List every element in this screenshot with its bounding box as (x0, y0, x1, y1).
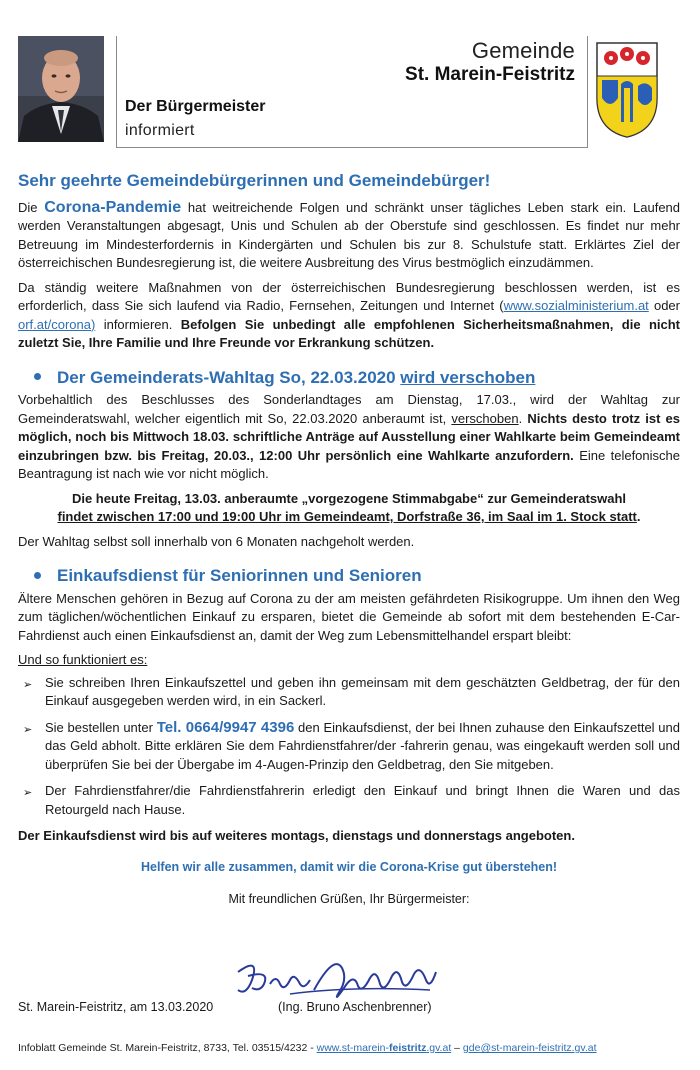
signer-name: (Ing. Bruno Aschenbrenner) (278, 1000, 432, 1014)
text: Einkaufsdienst für Seniorinnen und Senioren (57, 566, 422, 585)
arrow-bullet-icon: ➢ (23, 678, 33, 691)
text: . (636, 509, 641, 524)
text: verschoben (451, 410, 519, 426)
text: – (451, 1042, 463, 1054)
absentee-ballot-info: Nichts desto trotz ist es möglich, noch bis Mittwoch 18.03. schriftliche Anträge auf Ausstellung einer Wahlkarte beim Gemeindeamt einzubringen bzw. bis Freitag, 20.03., 12:00 Uhr persönlich eine Wahlkarte anzufordern. (18, 410, 680, 463)
early-voting-notice (18, 490, 680, 527)
bullet-icon (34, 373, 41, 380)
text: oder (648, 298, 680, 313)
coat-of-arms-icon (594, 40, 660, 140)
text: Infoblatt Gemeinde St. Marein-Feistritz, 8733, Tel. 03515/4232 - (18, 1042, 317, 1054)
election-paragraph-2: Der Wahltag selbst soll innerhalb von 6 Monaten nachgeholt werden. (18, 533, 415, 549)
shopping-heading (18, 567, 680, 586)
salutation: Sehr geehrte Gemeindebürgerinnen und Gemeindebürger! (18, 171, 491, 190)
text: informieren. (95, 316, 181, 332)
link-orf-corona[interactable]: orf.at/corona) (18, 316, 96, 332)
text: Vorbehaltlich des Beschlusses des Sonderlandtages am Dienstag, 17.03., wird der Wahltag zur Gemeinderatswahl, welcher eigentlich mit So, 22.03.2020 anberaumt ist, (18, 392, 680, 426)
text: Sie schreiben Ihren Einkaufszettel und geben ihn gemeinsam mit dem geschätzten Geldbetrag, der für den Einkauf ausgegeben werden wird, in ein Sackerl. (45, 674, 680, 708)
list-item (18, 674, 680, 711)
text: feistritz (388, 1042, 427, 1054)
intro-paragraph-2 (18, 279, 680, 353)
text: hat weitreichende Folgen und schränkt unser tägliches Leben stark ein. Laufend werden Veranstaltungen abgesagt, Unis und Schulen ab der Oberstufe sind geschlossen. Es findet nur mehr Betreuung im Mindesterfordernis in Kindergärten und Schulen bis zur 8. Schulstufe statt. Erklärtes Ziel der österreichischen Bundesregierung ist, die weitere Ausbreitung des Virus bestmöglich einzudämmen. (18, 199, 681, 270)
steps-list (18, 674, 680, 820)
text: den Einkaufsdienst, der bei Ihnen zuhause den Einkaufszettel und das Geld abholt. Bitte erklären Sie dem Fahrdienstfahrer/der -fahrerin genau, was eingekauft werden soll und überprüfen Sie bei der Übergabe im 4-Augen-Prinzip den Geldbetrag, den Sie mitgeben. (45, 719, 680, 772)
intro-paragraph-1 (18, 199, 680, 273)
text: Eine telefonische Beantragung ist nach wie vor nicht möglich. (18, 447, 680, 481)
text: Sie bestellen unter (45, 719, 157, 735)
election-paragraph-1 (18, 391, 680, 484)
mayor-portrait (18, 36, 104, 142)
text: Die (18, 199, 45, 215)
text: Der Gemeinderats-Wahltag So, 22.03.2020 (57, 367, 401, 387)
text: Der Fahrdienstfahrer/die Fahrdienstfahrerin erledigt den Einkauf und bringt Ihnen die Waren und das Retourgeld nach Hause. (45, 783, 680, 817)
letterhead (0, 0, 700, 160)
safety-appeal: Befolgen Sie unbedingt alle empfohlenen Sicherheitsmaßnahmen, die nicht zuletzt Sie, Ihre Familie und Ihre Freunde vor Erkrankung schützen. (18, 316, 680, 350)
municipality-name: St. Marein-Feistritz (405, 64, 575, 85)
place-and-date: St. Marein-Feistritz, am 13.03.2020 (18, 1000, 214, 1014)
phone-number[interactable]: Tel. 0664/9947 4396 (156, 718, 295, 736)
closing-greeting: Mit freundlichen Grüßen, Ihr Bürgermeister: (228, 892, 470, 906)
municipality-label: Gemeinde (471, 38, 575, 63)
text: wird verschoben (400, 367, 536, 387)
footer (18, 1042, 597, 1054)
text: findet zwischen 17:00 und 19:00 Uhr im Gemeindeamt, Dorfstraße 36, im Saal im 1. Stock statt (57, 509, 637, 524)
website-link[interactable] (317, 1042, 452, 1054)
email-link[interactable]: gde@st-marein-feistritz.gv.at (462, 1042, 597, 1054)
list-item (18, 782, 680, 819)
text: www.st-marein- (316, 1042, 389, 1054)
service-schedule: Der Einkaufsdienst wird bis auf weiteres montags, dienstags und donnerstags angeboten. (18, 828, 575, 843)
bullet-icon (34, 572, 41, 579)
list-item (18, 719, 680, 775)
how-it-works-label: Und so funktioniert es: (18, 652, 148, 667)
letter-body (18, 172, 680, 909)
shopping-paragraph: Ältere Menschen gehören in Bezug auf Corona zu der am meisten gefährdeten Risikogruppe. Um ihnen den Weg zum täglichen/wöchentlichen Einkauf zu ersparen, bietet die Gemeinde ab sofort mit dem bestehenden E-Car-Fahrdienst auch einen Einkaufsdienst an, damit der Weg zum Lebensmittelhandel erspart bleibt: (18, 590, 680, 643)
notice-line-1: Die heute Freitag, 13.03. anberaumte „vorgezogene Stimmabgabe“ zur Gemeinderatswahl (71, 490, 627, 506)
election-heading (18, 369, 680, 388)
informs-subtitle: informiert (125, 122, 195, 139)
link-sozialministerium[interactable]: www.sozialministerium.at (503, 298, 649, 313)
mayor-title: Der Bürgermeister (125, 98, 266, 115)
text: . (518, 410, 528, 426)
arrow-bullet-icon: ➢ (23, 723, 33, 736)
notice-line-2 (18, 508, 680, 527)
text: .gv.at (426, 1042, 452, 1054)
text: Da ständig weitere Maßnahmen von der österreichischen Bundesregierung beschlossen werden, ist es erforderlich, dass Sie sich laufend via Radio, Fernsehen, Zeitungen und Internet ( (18, 279, 680, 313)
corona-pandemic-highlight: Corona-Pandemie (44, 198, 182, 216)
slogan: Helfen wir alle zusammen, damit wir die Corona-Krise gut überstehen! (140, 859, 558, 874)
title-frame (116, 36, 588, 148)
arrow-bullet-icon: ➢ (23, 787, 33, 799)
